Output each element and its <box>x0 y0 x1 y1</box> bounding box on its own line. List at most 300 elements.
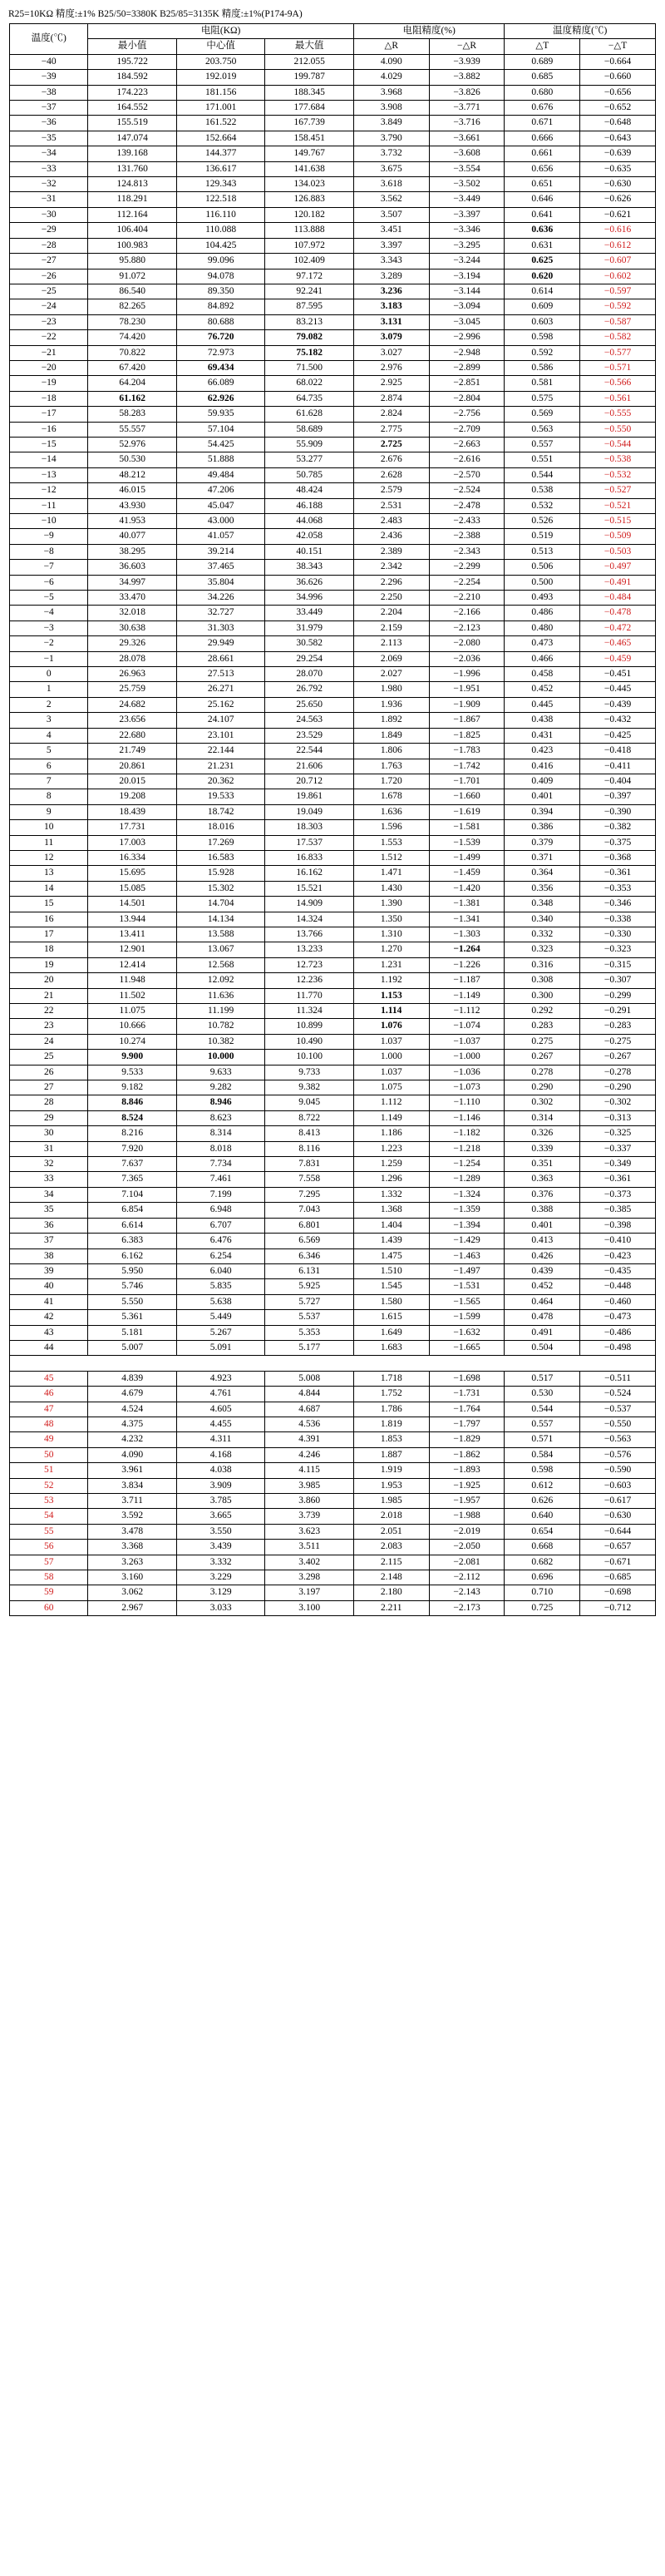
cell-rmin: 18.439 <box>88 804 177 819</box>
table-row <box>10 116 656 131</box>
cell-dt_n: −0.307 <box>580 973 656 988</box>
cell-rmin: 25.759 <box>88 682 177 697</box>
cell-rmax: 36.626 <box>265 575 354 590</box>
cell-rmid: 47.206 <box>176 483 265 498</box>
table-row <box>10 651 656 666</box>
cell-dr_n: −1.783 <box>429 744 505 759</box>
cell-rmax: 38.343 <box>265 560 354 575</box>
cell-rmax: 44.068 <box>265 514 354 529</box>
cell-dr_n: −1.037 <box>429 1034 505 1049</box>
cell-dt_n: −0.537 <box>580 1402 656 1417</box>
cell-dt_n: −0.521 <box>580 498 656 513</box>
cell-temp: −27 <box>10 254 88 269</box>
cell-rmin: 50.530 <box>88 452 177 467</box>
cell-dr_n: −1.381 <box>429 897 505 912</box>
table-row <box>10 1570 656 1585</box>
cell-dt_n: −0.630 <box>580 177 656 192</box>
cell-rmin: 118.291 <box>88 192 177 207</box>
cell-dr_n: −1.951 <box>429 682 505 697</box>
table-row <box>10 1402 656 1417</box>
cell-dt_p: 0.445 <box>505 697 580 712</box>
table-row <box>10 345 656 360</box>
table-row <box>10 1050 656 1065</box>
cell-dt_p: 0.379 <box>505 835 580 850</box>
cell-rmid: 20.362 <box>176 774 265 789</box>
table-row <box>10 238 656 253</box>
cell-dr_p: 1.114 <box>353 1004 429 1019</box>
table-row <box>10 744 656 759</box>
cell-dt_n: −0.275 <box>580 1034 656 1049</box>
cell-dr_p: 1.186 <box>353 1126 429 1141</box>
cell-temp: 48 <box>10 1417 88 1431</box>
cell-rmid: 8.018 <box>176 1141 265 1156</box>
table-row <box>10 957 656 972</box>
cell-rmin: 3.263 <box>88 1555 177 1570</box>
cell-dt_p: 0.376 <box>505 1187 580 1202</box>
cell-rmid: 203.750 <box>176 54 265 69</box>
cell-rmin: 100.983 <box>88 238 177 253</box>
cell-dt_n: −0.597 <box>580 284 656 299</box>
cell-dt_n: −0.435 <box>580 1263 656 1278</box>
table-row <box>10 1019 656 1034</box>
cell-dr_p: 1.819 <box>353 1417 429 1431</box>
cell-rmax: 19.861 <box>265 789 354 804</box>
cell-rmid: 49.484 <box>176 467 265 482</box>
cell-temp: 59 <box>10 1585 88 1600</box>
cell-rmax: 14.324 <box>265 912 354 927</box>
cell-rmin: 4.090 <box>88 1447 177 1462</box>
cell-dt_n: −0.576 <box>580 1447 656 1462</box>
cell-dt_n: −0.511 <box>580 1371 656 1386</box>
cell-temp: −5 <box>10 591 88 606</box>
cell-temp: 36 <box>10 1218 88 1233</box>
cell-dr_p: 3.849 <box>353 116 429 131</box>
cell-rmid: 18.742 <box>176 804 265 819</box>
cell-dr_n: −2.804 <box>429 391 505 406</box>
cell-dt_n: −0.616 <box>580 223 656 238</box>
cell-rmid: 192.019 <box>176 70 265 85</box>
cell-rmax: 34.996 <box>265 591 354 606</box>
cell-dr_n: −1.701 <box>429 774 505 789</box>
cell-dt_n: −0.561 <box>580 391 656 406</box>
cell-dr_p: 2.159 <box>353 621 429 635</box>
cell-dt_n: −0.398 <box>580 1218 656 1233</box>
cell-dr_n: −1.764 <box>429 1402 505 1417</box>
cell-rmid: 161.522 <box>176 116 265 131</box>
cell-dt_n: −0.323 <box>580 942 656 957</box>
cell-rmid: 10.000 <box>176 1050 265 1065</box>
cell-dr_p: 1.615 <box>353 1310 429 1325</box>
group-header-resistance-tolerance: 电阻精度(%) <box>353 24 505 39</box>
cell-rmid: 3.439 <box>176 1540 265 1555</box>
cell-dt_n: −0.617 <box>580 1493 656 1508</box>
col-header-dt-pos: △T <box>505 39 580 54</box>
cell-temp: 50 <box>10 1447 88 1462</box>
cell-dr_n: −3.882 <box>429 70 505 85</box>
cell-dr_n: −1.036 <box>429 1065 505 1080</box>
table-row <box>10 437 656 452</box>
cell-rmid: 35.804 <box>176 575 265 590</box>
table-row <box>10 850 656 865</box>
cell-dt_n: −0.698 <box>580 1585 656 1600</box>
cell-rmax: 10.100 <box>265 1050 354 1065</box>
cell-dt_n: −0.603 <box>580 1478 656 1493</box>
cell-rmid: 24.107 <box>176 713 265 728</box>
cell-rmax: 11.324 <box>265 1004 354 1019</box>
cell-rmid: 11.199 <box>176 1004 265 1019</box>
cell-rmin: 38.295 <box>88 544 177 559</box>
cell-rmin: 17.003 <box>88 835 177 850</box>
cell-temp: 0 <box>10 667 88 682</box>
table-row <box>10 1294 656 1309</box>
table-row <box>10 774 656 789</box>
cell-rmax: 97.172 <box>265 269 354 284</box>
cell-rmax: 3.739 <box>265 1509 354 1524</box>
cell-dr_p: 1.368 <box>353 1203 429 1218</box>
cell-dr_n: −1.797 <box>429 1417 505 1431</box>
cell-rmid: 4.605 <box>176 1402 265 1417</box>
cell-dr_p: 1.000 <box>353 1050 429 1065</box>
cell-dr_n: −2.899 <box>429 360 505 375</box>
cell-rmax: 9.382 <box>265 1080 354 1095</box>
cell-rmin: 106.404 <box>88 223 177 238</box>
cell-dt_p: 0.413 <box>505 1234 580 1248</box>
cell-temp: 2 <box>10 697 88 712</box>
cell-dt_n: −0.509 <box>580 529 656 544</box>
table-row <box>10 483 656 498</box>
cell-dt_n: −0.404 <box>580 774 656 789</box>
cell-dr_n: −3.661 <box>429 131 505 146</box>
cell-rmin: 3.592 <box>88 1509 177 1524</box>
table-row <box>10 1325 656 1340</box>
cell-rmid: 76.720 <box>176 330 265 345</box>
cell-dr_n: −1.497 <box>429 1263 505 1278</box>
cell-dr_n: −2.756 <box>429 407 505 422</box>
cell-dt_p: 0.682 <box>505 1555 580 1570</box>
cell-rmax: 158.451 <box>265 131 354 146</box>
cell-dt_n: −0.497 <box>580 560 656 575</box>
cell-dr_p: 1.752 <box>353 1387 429 1402</box>
cell-rmid: 14.704 <box>176 897 265 912</box>
cell-rmin: 48.212 <box>88 467 177 482</box>
cell-dt_n: −0.639 <box>580 146 656 161</box>
cell-rmid: 54.425 <box>176 437 265 452</box>
cell-rmid: 34.226 <box>176 591 265 606</box>
table-row <box>10 1509 656 1524</box>
cell-rmin: 70.822 <box>88 345 177 360</box>
cell-dt_p: 0.544 <box>505 467 580 482</box>
cell-rmin: 3.961 <box>88 1463 177 1478</box>
cell-rmax: 53.277 <box>265 452 354 467</box>
cell-dt_p: 0.308 <box>505 973 580 988</box>
cell-dt_n: −0.291 <box>580 1004 656 1019</box>
cell-rmax: 7.558 <box>265 1172 354 1187</box>
cell-rmin: 12.414 <box>88 957 177 972</box>
cell-rmin: 78.230 <box>88 314 177 329</box>
cell-dt_n: −0.385 <box>580 1203 656 1218</box>
cell-dr_p: 1.296 <box>353 1172 429 1187</box>
cell-rmin: 155.519 <box>88 116 177 131</box>
cell-rmax: 21.606 <box>265 759 354 774</box>
cell-dt_n: −0.373 <box>580 1187 656 1202</box>
cell-temp: 14 <box>10 881 88 896</box>
cell-dr_p: 1.471 <box>353 866 429 881</box>
cell-dt_p: 0.551 <box>505 452 580 467</box>
cell-rmin: 29.326 <box>88 636 177 651</box>
cell-dr_p: 1.545 <box>353 1279 429 1294</box>
cell-dr_n: −1.359 <box>429 1203 505 1218</box>
cell-rmin: 28.078 <box>88 651 177 666</box>
cell-dt_n: −0.563 <box>580 1432 656 1447</box>
cell-dr_p: 4.090 <box>353 54 429 69</box>
cell-dt_n: −0.418 <box>580 744 656 759</box>
cell-rmax: 31.979 <box>265 621 354 635</box>
cell-rmax: 75.182 <box>265 345 354 360</box>
table-row <box>10 820 656 835</box>
cell-rmin: 43.930 <box>88 498 177 513</box>
cell-rmid: 29.949 <box>176 636 265 651</box>
cell-temp: 42 <box>10 1310 88 1325</box>
cell-dr_n: −1.254 <box>429 1157 505 1172</box>
cell-dt_p: 0.409 <box>505 774 580 789</box>
cell-dt_p: 0.278 <box>505 1065 580 1080</box>
cell-dr_p: 2.027 <box>353 667 429 682</box>
col-header-temp: 温度(℃) <box>10 24 88 55</box>
cell-rmin: 11.502 <box>88 988 177 1003</box>
table-row <box>10 835 656 850</box>
cell-dt_p: 0.641 <box>505 207 580 222</box>
cell-dr_p: 1.430 <box>353 881 429 896</box>
cell-dr_n: −2.299 <box>429 560 505 575</box>
cell-temp: 3 <box>10 713 88 728</box>
cell-dt_p: 0.609 <box>505 299 580 314</box>
cell-temp: 11 <box>10 835 88 850</box>
cell-temp: 29 <box>10 1110 88 1125</box>
cell-rmax: 14.909 <box>265 897 354 912</box>
table-row <box>10 973 656 988</box>
cell-dr_n: −3.608 <box>429 146 505 161</box>
cell-rmax: 5.727 <box>265 1294 354 1309</box>
cell-rmax: 71.500 <box>265 360 354 375</box>
cell-temp: 54 <box>10 1509 88 1524</box>
cell-dr_n: −2.570 <box>429 467 505 482</box>
table-row <box>10 1447 656 1462</box>
cell-dr_p: 2.083 <box>353 1540 429 1555</box>
cell-rmin: 10.666 <box>88 1019 177 1034</box>
cell-temp: 4 <box>10 728 88 743</box>
cell-temp: 47 <box>10 1402 88 1417</box>
cell-dr_p: 1.310 <box>353 927 429 942</box>
cell-dt_p: 0.348 <box>505 897 580 912</box>
cell-rmid: 26.271 <box>176 682 265 697</box>
cell-dr_p: 3.732 <box>353 146 429 161</box>
cell-dr_n: −1.599 <box>429 1310 505 1325</box>
cell-dr_p: 3.027 <box>353 345 429 360</box>
cell-dt_n: −0.626 <box>580 192 656 207</box>
cell-rmax: 7.295 <box>265 1187 354 1202</box>
cell-rmin: 4.524 <box>88 1402 177 1417</box>
cell-rmax: 167.739 <box>265 116 354 131</box>
cell-dt_p: 0.452 <box>505 1279 580 1294</box>
cell-temp: 31 <box>10 1141 88 1156</box>
cell-rmid: 6.254 <box>176 1248 265 1263</box>
cell-dt_n: −0.473 <box>580 1310 656 1325</box>
cell-dr_p: 2.051 <box>353 1524 429 1539</box>
table-row <box>10 1218 656 1233</box>
cell-rmax: 5.353 <box>265 1325 354 1340</box>
cell-dr_p: 1.919 <box>353 1463 429 1478</box>
cell-dr_p: 1.718 <box>353 1371 429 1386</box>
group-header-temperature-tolerance: 温度精度(℃) <box>505 24 656 39</box>
cell-dt_n: −0.465 <box>580 636 656 651</box>
table-row <box>10 223 656 238</box>
cell-temp: −34 <box>10 146 88 161</box>
cell-rmid: 15.302 <box>176 881 265 896</box>
cell-temp: −3 <box>10 621 88 635</box>
cell-dr_n: −3.939 <box>429 54 505 69</box>
cell-rmid: 3.785 <box>176 1493 265 1508</box>
cell-dr_n: −1.112 <box>429 1004 505 1019</box>
cell-dt_n: −0.685 <box>580 1570 656 1585</box>
table-row <box>10 269 656 284</box>
cell-rmid: 59.935 <box>176 407 265 422</box>
cell-dt_p: 0.671 <box>505 116 580 131</box>
cell-rmax: 149.767 <box>265 146 354 161</box>
cell-rmid: 3.332 <box>176 1555 265 1570</box>
cell-dt_p: 0.680 <box>505 85 580 100</box>
cell-dt_p: 0.314 <box>505 1110 580 1125</box>
cell-dr_p: 2.531 <box>353 498 429 513</box>
cell-dt_p: 0.689 <box>505 54 580 69</box>
cell-dr_n: −2.254 <box>429 575 505 590</box>
table-section-gap <box>10 1356 656 1371</box>
cell-rmid: 4.761 <box>176 1387 265 1402</box>
cell-dt_p: 0.438 <box>505 713 580 728</box>
cell-rmin: 6.383 <box>88 1234 177 1248</box>
cell-rmid: 7.461 <box>176 1172 265 1187</box>
cell-dt_n: −0.712 <box>580 1600 656 1615</box>
cell-dt_n: −0.338 <box>580 912 656 927</box>
cell-rmin: 7.104 <box>88 1187 177 1202</box>
cell-dr_p: 2.389 <box>353 544 429 559</box>
table-row <box>10 1417 656 1431</box>
group-header-resistance: 电阻(KΩ) <box>88 24 354 39</box>
cell-dr_n: −2.433 <box>429 514 505 529</box>
cell-rmin: 86.540 <box>88 284 177 299</box>
cell-temp: 39 <box>10 1263 88 1278</box>
cell-temp: −35 <box>10 131 88 146</box>
cell-rmid: 4.455 <box>176 1417 265 1431</box>
cell-rmax: 6.346 <box>265 1248 354 1263</box>
cell-dt_p: 0.656 <box>505 161 580 176</box>
cell-dr_n: −1.000 <box>429 1050 505 1065</box>
cell-rmid: 4.038 <box>176 1463 265 1478</box>
cell-dt_n: −0.630 <box>580 1509 656 1524</box>
cell-dt_p: 0.575 <box>505 391 580 406</box>
cell-dr_n: −1.187 <box>429 973 505 988</box>
cell-dr_p: 1.806 <box>353 744 429 759</box>
cell-temp: −4 <box>10 606 88 621</box>
cell-dt_p: 0.431 <box>505 728 580 743</box>
cell-rmax: 3.402 <box>265 1555 354 1570</box>
cell-dr_n: −2.166 <box>429 606 505 621</box>
cell-dr_n: −2.948 <box>429 345 505 360</box>
cell-rmax: 5.537 <box>265 1310 354 1325</box>
table-row <box>10 1340 656 1355</box>
table-row <box>10 713 656 728</box>
table-head <box>10 24 656 55</box>
cell-dt_n: −0.290 <box>580 1080 656 1095</box>
table-row <box>10 85 656 100</box>
cell-dt_n: −0.375 <box>580 835 656 850</box>
cell-dr_p: 1.649 <box>353 1325 429 1340</box>
cell-rmin: 131.760 <box>88 161 177 176</box>
cell-dr_n: −1.341 <box>429 912 505 927</box>
cell-dr_n: −2.173 <box>429 1600 505 1615</box>
cell-dr_n: −1.539 <box>429 835 505 850</box>
cell-rmax: 8.722 <box>265 1110 354 1125</box>
cell-rmax: 113.888 <box>265 223 354 238</box>
cell-dr_n: −1.996 <box>429 667 505 682</box>
table-row <box>10 1203 656 1218</box>
cell-rmax: 24.563 <box>265 713 354 728</box>
cell-rmid: 28.661 <box>176 651 265 666</box>
cell-dt_p: 0.651 <box>505 177 580 192</box>
cell-rmax: 30.582 <box>265 636 354 651</box>
cell-temp: 24 <box>10 1034 88 1049</box>
cell-dr_n: −1.218 <box>429 1141 505 1156</box>
cell-rmin: 26.963 <box>88 667 177 682</box>
cell-rmax: 10.899 <box>265 1019 354 1034</box>
cell-dr_n: −1.660 <box>429 789 505 804</box>
cell-dt_n: −0.602 <box>580 269 656 284</box>
cell-temp: 32 <box>10 1157 88 1172</box>
cell-rmax: 13.766 <box>265 927 354 942</box>
cell-dt_n: −0.368 <box>580 850 656 865</box>
cell-dt_n: −0.353 <box>580 881 656 896</box>
table-row <box>10 192 656 207</box>
cell-dt_n: −0.657 <box>580 1540 656 1555</box>
cell-dt_n: −0.423 <box>580 1248 656 1263</box>
cell-dr_n: −1.073 <box>429 1080 505 1095</box>
cell-dr_n: −1.565 <box>429 1294 505 1309</box>
cell-dr_p: 3.908 <box>353 101 429 116</box>
cell-temp: 13 <box>10 866 88 881</box>
cell-dr_n: −3.502 <box>429 177 505 192</box>
cell-rmin: 13.944 <box>88 912 177 927</box>
cell-dr_n: −2.050 <box>429 1540 505 1555</box>
cell-rmax: 15.521 <box>265 881 354 896</box>
cell-dt_p: 0.351 <box>505 1157 580 1172</box>
cell-dt_p: 0.302 <box>505 1095 580 1110</box>
cell-dr_p: 1.553 <box>353 835 429 850</box>
cell-rmid: 89.350 <box>176 284 265 299</box>
cell-dt_n: −0.313 <box>580 1110 656 1125</box>
cell-rmax: 212.055 <box>265 54 354 69</box>
cell-temp: 9 <box>10 804 88 819</box>
cell-dt_p: 0.478 <box>505 1310 580 1325</box>
cell-temp: −6 <box>10 575 88 590</box>
cell-rmin: 30.638 <box>88 621 177 635</box>
cell-dt_p: 0.466 <box>505 651 580 666</box>
table-row <box>10 330 656 345</box>
cell-dt_p: 0.504 <box>505 1340 580 1355</box>
table-row <box>10 728 656 743</box>
cell-dr_n: −1.862 <box>429 1447 505 1462</box>
cell-dt_n: −0.302 <box>580 1095 656 1110</box>
cell-dt_n: −0.664 <box>580 54 656 69</box>
cell-rmid: 181.156 <box>176 85 265 100</box>
